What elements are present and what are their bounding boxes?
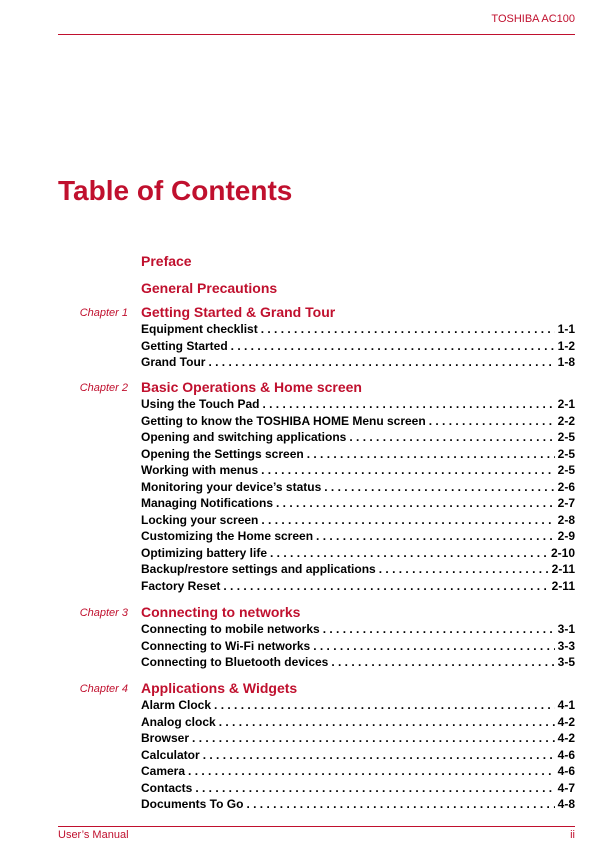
toc-entry[interactable] [141,621,575,638]
dot-leader [261,512,554,529]
toc-entry-page: 2-6 [557,479,575,494]
toc-entry-title: Documents To Go [141,797,244,811]
toc-entry-title: Getting Started [141,338,228,353]
toc-entry-page: 2-2 [557,413,575,428]
dot-leader [246,796,554,813]
toc-entry[interactable] [141,479,575,496]
toc-preface[interactable]: Preface [141,253,192,269]
chapter-title-link[interactable]: Basic Operations & Home screen [141,379,362,395]
toc-entry[interactable] [141,796,575,813]
dot-leader [195,780,554,797]
toc-entry-title: Equipment checklist [141,322,258,336]
toc-entry-page: 3-1 [557,622,575,636]
chapter-title-link[interactable]: Applications & Widgets [141,680,298,696]
page-title: Table of Contents [58,175,293,206]
toc-entry[interactable] [141,714,575,731]
chapter-title-link[interactable]: Connecting to networks [141,604,301,620]
dot-leader [276,495,555,512]
toc-entry-title: Backup/restore settings and applications [141,562,376,576]
toc-entry-page: 2-7 [557,496,575,510]
toc-entry-page: 1-2 [557,338,575,353]
toc-entry-title: Locking your screen [141,512,259,527]
toc-entry-title: Contacts [141,780,193,795]
dot-leader [270,545,548,562]
dot-leader [429,413,555,430]
toc-entry-title: Working with menus [141,463,259,477]
dot-leader [208,354,554,371]
toc-entry-page: 2-11 [551,578,575,593]
toc-entry[interactable] [141,495,575,512]
toc-entry-list [141,396,575,594]
toc-entry-page: 3-5 [557,655,575,669]
toc-entry-title: Browser [141,731,190,745]
running-header: TOSHIBA AC100 [491,13,575,25]
dot-leader [188,763,555,780]
toc-entry-page: 2-5 [557,446,575,461]
chapter-label: Chapter 2 [79,382,128,394]
toc-entry[interactable] [141,545,575,562]
dot-leader [331,654,554,671]
toc-entry-page: 2-9 [557,529,575,543]
toc-entry[interactable] [141,763,575,780]
chapter-label: Chapter 4 [79,683,128,695]
dot-leader [219,714,555,731]
toc-entry[interactable] [141,429,575,446]
dot-leader [349,429,554,446]
toc-entry[interactable] [141,730,575,747]
toc-entry[interactable] [141,512,575,529]
dot-leader [307,446,555,463]
toc-entry-page: 2-10 [550,545,575,560]
toc-entry-title: Monitoring your device’s status [141,479,322,494]
toc-entry-page: 2-5 [557,463,575,477]
toc-entry-page: 1-1 [557,322,575,336]
toc-entry-page: 4-6 [557,747,575,762]
toc-entry-list [141,697,575,813]
toc-entry-title: Calculator [141,747,200,762]
toc-entry-title: Grand Tour [141,355,206,369]
toc-entry-title: Using the Touch Pad [141,397,260,411]
dot-leader [261,321,555,338]
footer-manual-label: User’s Manual [58,829,129,841]
toc-entry[interactable] [141,697,575,714]
toc-entry-page: 3-3 [557,638,575,653]
chapter-label: Chapter 1 [79,307,128,319]
toc-entry-list [141,621,575,671]
toc-entry-page: 4-6 [557,764,575,778]
toc-entry-title: Optimizing battery life [141,545,268,560]
toc-entry[interactable] [141,578,575,595]
toc-entry-title: Alarm Clock [141,698,212,712]
header-rule [58,34,575,35]
toc-entry-page: 2-1 [557,397,575,411]
toc-entry-list [141,321,575,371]
dot-leader [223,578,548,595]
toc-entry-title: Factory Reset [141,578,221,593]
toc-entry-page: 2-5 [557,430,575,444]
dot-leader [379,561,549,578]
dot-leader [313,638,554,655]
toc-entry[interactable] [141,528,575,545]
page-number: ii [570,829,575,841]
toc-entry-page: 4-7 [557,780,575,795]
toc-entry[interactable] [141,354,575,371]
dot-leader [214,697,555,714]
toc-entry-page: 4-1 [557,698,575,712]
toc-general-precautions[interactable]: General Precautions [141,280,278,296]
dot-leader [231,338,555,355]
toc-entry[interactable] [141,446,575,463]
chapter-title-link[interactable]: Getting Started & Grand Tour [141,304,336,320]
toc-entry[interactable] [141,638,575,655]
toc-entry-title: Customizing the Home screen [141,529,314,543]
toc-entry[interactable] [141,321,575,338]
toc-entry-title: Getting to know the TOSHIBA HOME Menu screen [141,413,426,428]
dot-leader [192,730,555,747]
toc-entry[interactable] [141,747,575,764]
toc-entry-title: Connecting to mobile networks [141,622,320,636]
toc-entry[interactable] [141,396,575,413]
toc-entry-title: Managing Notifications [141,496,273,510]
toc-entry-title: Camera [141,764,186,778]
toc-entry[interactable] [141,338,575,355]
toc-entry[interactable] [141,413,575,430]
dot-leader [323,621,555,638]
toc-entry-page: 4-2 [557,731,575,745]
toc-entry-title: Analog clock [141,714,216,729]
toc-entry[interactable] [141,462,575,479]
toc-entry[interactable] [141,561,575,578]
toc-entry-page: 2-8 [557,512,575,527]
toc-entry-title: Opening the Settings screen [141,446,304,461]
toc-entry-title: Connecting to Wi-Fi networks [141,638,311,653]
toc-entry[interactable] [141,780,575,797]
dot-leader [316,528,555,545]
chapter-label: Chapter 3 [79,607,128,619]
dot-leader [261,462,555,479]
footer-rule [58,826,575,827]
toc-entry-page: 4-2 [557,714,575,729]
dot-leader [262,396,554,413]
toc-entry-title: Connecting to Bluetooth devices [141,655,329,669]
toc-entry-page: 4-8 [557,797,575,811]
toc-entry[interactable] [141,654,575,671]
toc-entry-page: 2-11 [551,562,575,576]
dot-leader [324,479,554,496]
dot-leader [203,747,555,764]
toc-entry-page: 1-8 [557,355,575,369]
toc-entry-title: Opening and switching applications [141,430,347,444]
